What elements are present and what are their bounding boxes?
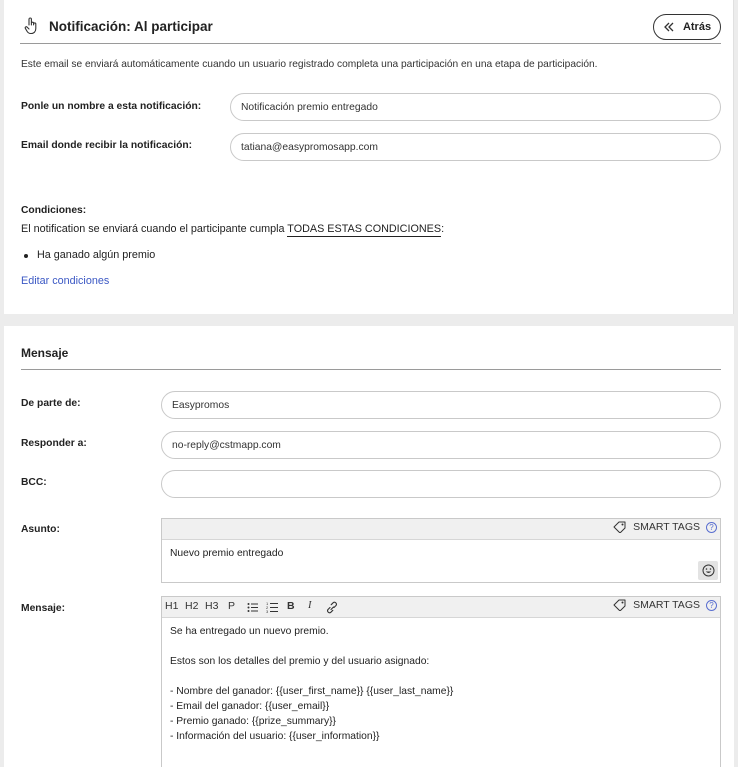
notification-description: Este email se enviará automáticamente cuando un usuario registrado completa una participación en una etapa de participación. — [21, 59, 598, 70]
h1-button[interactable]: H1 — [165, 600, 179, 612]
notification-name-label: Ponle un nombre a esta notificación: — [21, 101, 202, 112]
body-line: - Email del ganador: {{user_email}} — [170, 701, 330, 712]
svg-text:3: 3 — [266, 609, 269, 613]
subject-smart-tags[interactable] — [613, 521, 717, 533]
subject-label: Asunto: — [21, 524, 60, 535]
from-input[interactable]: Easypromos — [161, 391, 721, 419]
page-title: Notificación: Al participar — [49, 19, 213, 34]
from-label: De parte de: — [21, 398, 81, 409]
smart-tags-label: SMART TAGS — [633, 521, 700, 533]
back-button-label: Atrás — [682, 21, 712, 33]
subject-toolbar — [162, 519, 720, 540]
conditions-text-before: El notification se enviará cuando el participante cumpla — [21, 223, 288, 235]
body-line: - Información del usuario: {{user_information}} — [170, 731, 380, 742]
link-icon[interactable] — [325, 601, 339, 614]
body-smart-tags[interactable] — [613, 599, 717, 611]
help-icon[interactable]: ? — [706, 522, 717, 533]
tag-icon — [613, 521, 627, 533]
body-input[interactable] — [162, 618, 720, 754]
body-line: Estos son los detalles del premio y del usuario asignado: — [170, 656, 430, 667]
bold-icon[interactable]: B — [287, 600, 295, 612]
conditions-emphasis: TODAS ESTAS CONDICIONES — [287, 223, 442, 235]
conditions-title: Condiciones: — [21, 205, 87, 216]
body-line: Se ha entregado un nuevo premio. — [170, 626, 329, 637]
subject-editor — [161, 518, 721, 583]
svg-text:2: 2 — [266, 605, 269, 610]
body-line — [170, 641, 712, 656]
smart-tags-label: SMART TAGS — [633, 599, 700, 611]
bullet-list-icon[interactable] — [247, 602, 258, 613]
section-divider — [21, 369, 721, 370]
notification-settings-panel — [4, 0, 734, 314]
body-editor — [161, 596, 721, 767]
notification-email-label: Email donde recibir la notificación: — [21, 140, 193, 151]
double-chevron-left-icon — [663, 22, 675, 32]
bcc-label: BCC: — [21, 477, 47, 488]
notification-name-input[interactable]: Notificación premio entregado — [230, 93, 721, 121]
paragraph-button[interactable]: P — [228, 600, 236, 612]
numbered-list-icon[interactable] — [266, 601, 278, 613]
body-label: Mensaje: — [21, 603, 66, 614]
body-toolbar — [162, 597, 720, 618]
emoji-icon[interactable] — [698, 561, 718, 580]
edit-conditions-link[interactable]: Editar condiciones — [21, 275, 110, 287]
conditions-text-after: : — [441, 223, 445, 235]
subject-input[interactable]: Nuevo premio entregado — [170, 548, 284, 559]
reply-to-input[interactable]: no-reply@cstmapp.com — [161, 431, 721, 459]
hand-pointer-icon — [24, 17, 38, 35]
italic-icon[interactable]: I — [308, 600, 312, 611]
h3-button[interactable]: H3 — [205, 600, 219, 612]
notification-email-input[interactable]: tatiana@easypromosapp.com — [230, 133, 721, 161]
help-icon[interactable]: ? — [706, 600, 717, 611]
bcc-input[interactable] — [161, 470, 721, 498]
body-line — [170, 671, 712, 686]
page-header — [20, 10, 721, 44]
body-line: - Premio ganado: {{prize_summary}} — [170, 716, 336, 727]
back-button[interactable] — [653, 14, 721, 40]
reply-to-label: Responder a: — [21, 438, 87, 449]
condition-item: Ha ganado algún premio — [37, 249, 156, 261]
h2-button[interactable]: H2 — [185, 600, 199, 612]
message-panel — [4, 326, 734, 767]
svg-text:1: 1 — [266, 601, 269, 606]
body-line: - Nombre del ganador: {{user_first_name}} {{user_last_name}} — [170, 686, 454, 697]
tag-icon — [613, 599, 627, 611]
conditions-description — [21, 223, 444, 235]
message-section-title: Mensaje — [21, 346, 69, 360]
